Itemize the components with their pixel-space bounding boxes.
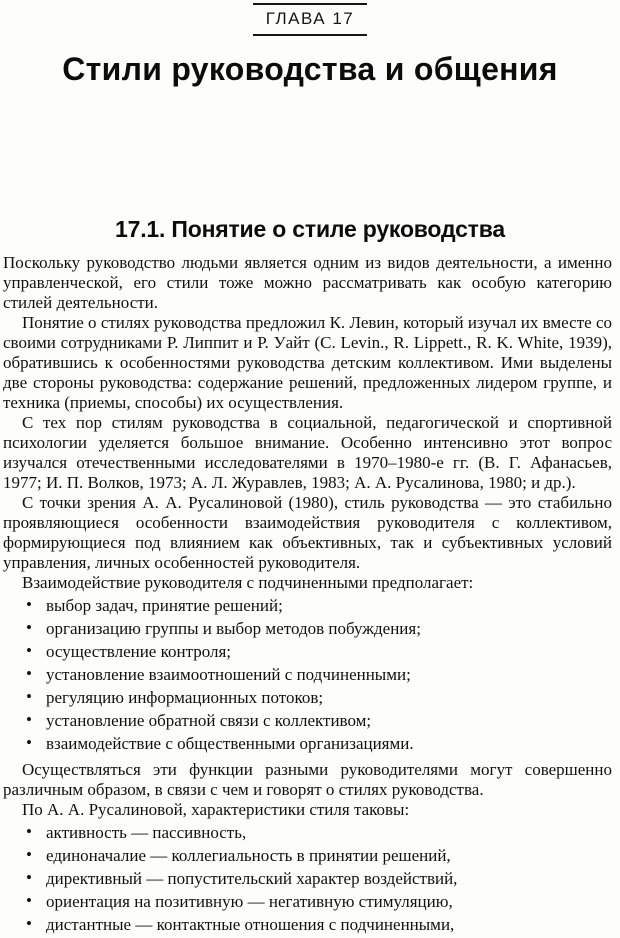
paragraph-3: С тех пор стилям руководства в социальной, педагогической и спортивной психологии уделяется большое внимание. Особенно интенсивно этот вопрос изучался отечественными исследователями в 1970–1980-е гг. (В. Г. Афанасьев, 1977; И. П. Волков, 1973; А. Л. Журавлев, 1983; А. А. Русалинова, 1980; и др.). [3,413,612,492]
list-item-text: выбор задач, принятие решений; [46,596,283,615]
paragraph-6: Осуществляться эти функции разными руководителями могут совершенно различным образом, в связи с чем и говорят о стилях руководства. [3,760,612,799]
bullet-icon: • [26,733,32,752]
bullet-icon: • [26,641,32,660]
paragraph-1: Поскольку руководство людьми является одним из видов деятельности, а именно управленческой, его стили тоже можно рассматривать как особую категорию стилей деятельности. [3,253,612,312]
list-item-text: директивный — попустительский характер воздействий, [46,869,458,888]
paragraph-7: По А. А. Русалиновой, характеристики стиля таковы: [22,800,410,819]
paragraph-2: Понятие о стилях руководства предложил К. Левин, который изучал их вместе со своими сотрудниками Р. Липпит и Р. Уайт (C. Levin., R. Lippett., R. K. White, 1939), обратившись к особенностями руководства детским коллективом. Ими выделены две стороны руководства: содержание решений, предложенных лидером группе, и техника (приемы, способы) их осуществления. [3,313,612,412]
list-item [3,915,612,935]
list-item-text: установление обратной связи с коллективом; [46,711,372,730]
bullet-icon: • [26,891,32,910]
list-item-text: дистантные — контактные отношения с подчиненными, [46,915,455,934]
list-item-text: установление взаимоотношений с подчиненными; [46,665,411,684]
list-item-text: организацию группы и выбор методов побуждения; [46,619,421,638]
body-text [0,253,620,935]
bullet-icon: • [26,845,32,864]
bullet-icon: • [26,822,32,841]
bullet-icon: • [26,618,32,637]
list-item [3,869,612,889]
section-heading: 17.1. Понятие о стиле руководства [115,216,505,242]
chapter-label: ГЛАВА 17 [265,9,355,28]
list-item [3,688,612,708]
bullet-icon: • [26,595,32,614]
list-item [3,734,612,754]
list-item [3,846,612,866]
functions-list [3,596,612,754]
list-item [3,823,612,843]
list-item-text: активность — пассивность, [46,823,247,842]
list-item [3,596,612,616]
list-item-text: регуляцию информационных потоков; [46,688,324,707]
bullet-icon: • [26,914,32,933]
bullet-icon: • [26,687,32,706]
list-item [3,711,612,731]
list-item [3,642,612,662]
paragraph-5: Взаимодействие руководителя с подчиненными предполагает: [22,573,474,592]
list-item [3,665,612,685]
list-item-text: осуществление контроля; [46,642,232,661]
list-item-text: ориентация на позитивную — негативную стимуляцию, [46,892,453,911]
paragraph-4: С точки зрения А. А. Русалиновой (1980), стиль руководства — это стабильно проявляющиеся особенности взаимодействия руководителя с коллективом, формирующиеся под влиянием как объективных, так и субъективных условий управления, личных особенностей руководителя. [3,493,612,572]
bullet-icon: • [26,868,32,887]
chapter-rule-bottom [253,34,367,36]
bullet-icon: • [26,710,32,729]
list-item-text: взаимодействие с общественными организациями. [46,734,414,753]
style-characteristics-list [3,823,612,935]
list-item [3,619,612,639]
chapter-header [253,3,367,36]
list-item-text: единоначалие — коллегиальность в принятии решений, [46,846,451,865]
bullet-icon: • [26,664,32,683]
list-item [3,892,612,912]
page-title: Стили руководства и общения [62,51,558,87]
